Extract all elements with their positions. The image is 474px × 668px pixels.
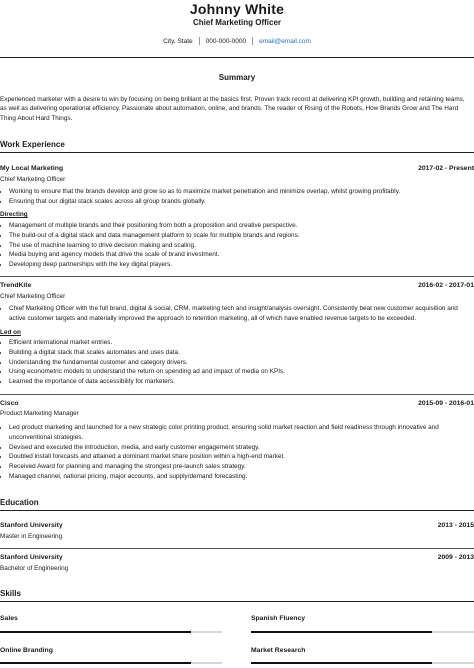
- job-role: Chief Marketing Officer: [0, 293, 66, 300]
- school-name: Stanford University: [0, 554, 63, 561]
- section-divider: [0, 152, 474, 153]
- skill-name: Sales: [0, 615, 18, 622]
- education-dates: 2009 - 2013: [437, 554, 474, 561]
- skill-level-fill: [251, 662, 432, 664]
- job-role: Product Marketing Manager: [0, 410, 79, 417]
- list-item: • Understanding the fundamental customer and category drivers.: [9, 358, 471, 368]
- job-role: Chief Marketing Officer: [0, 176, 66, 183]
- job-company: Cisco: [0, 400, 19, 407]
- job-dates: 2015-09 - 2016-01: [418, 400, 474, 407]
- list-item: • Media buying and agency models that drive the scale of brand investment.: [9, 250, 471, 260]
- education-dates: 2013 - 2015: [437, 522, 474, 529]
- job-subheading: Directing: [0, 211, 28, 218]
- location-text: City, State: [163, 37, 193, 45]
- job-subheading: Led on: [0, 329, 21, 336]
- header-divider: [0, 57, 474, 58]
- section-divider: [0, 601, 474, 602]
- phone-text: 000-000-0000: [205, 37, 247, 45]
- skill-level-bar: [0, 631, 222, 633]
- list-item: • Developing deep partnerships with the key digital players.: [9, 260, 471, 270]
- candidate-title: Chief Marketing Officer: [192, 18, 281, 27]
- skill-level-bar: [251, 631, 474, 633]
- education-heading: Education: [0, 498, 39, 507]
- list-item: • Learned the importance of data accessibility for marketers.: [9, 377, 471, 387]
- school-name: Stanford University: [0, 522, 63, 529]
- skill-level-bar: [0, 662, 222, 664]
- job-sub-bullets: [0, 221, 471, 270]
- contact-line: [0, 37, 474, 45]
- list-item: • Ensuring that our digital stack scales across all group brands globally.: [9, 197, 471, 207]
- list-item: • Management of multiple brands and their positioning from both a proposition and creative perspective.: [9, 221, 471, 231]
- list-item: • Working to ensure that the brands develop and grow so as to maximize market penetration and minimize overlap, whilst growing profitably.: [9, 187, 471, 197]
- list-item: • Efficient international market entries.: [9, 338, 471, 348]
- list-item: • The build-out of a digital stack and data management platform to scale for multiple brands and regions.: [9, 231, 471, 241]
- section-divider: [0, 510, 474, 511]
- degree-name: Bachelor of Engineering: [0, 565, 69, 572]
- list-item: • Using econometric models to understand the return on spending ad and impact of media on KPIs.: [9, 367, 471, 377]
- email-link[interactable]: email@email.com: [259, 37, 311, 45]
- job-dates: 2016-02 - 2017-01: [418, 282, 474, 289]
- work-experience-heading: Work Experience: [0, 140, 65, 149]
- summary-text: Experienced marketer with a desire to win by focusing on being brilliant at the basics first. Proven track record at delivering KPI growth, building and retaining teams, as well as delivering operational efficiency. Passionate about automation, online, and brands. The reader of Rising of the Robots, How Brands Grow and The Hard Thing About Hard Things.: [0, 96, 465, 122]
- summary-heading: Summary: [218, 73, 256, 82]
- job-dates: 2017-02 - Present: [418, 165, 474, 172]
- job-bullets: [0, 187, 471, 207]
- list-item: • Led product marketing and launched for a new strategic color printing product, ensuring solid market reaction and field readiness through innovative and unconventional strategies.: [9, 423, 471, 443]
- list-item: • Doubled install forecasts and attained a dominant market share position within a high-end market.: [9, 452, 471, 462]
- education-divider: [0, 548, 474, 549]
- skill-level-fill: [251, 631, 432, 633]
- job-company: My Local Marketing: [0, 165, 64, 172]
- job-divider: [0, 276, 474, 277]
- job-sub-bullets: [0, 338, 471, 387]
- list-item: • Building a digital stack that scales automates and uses data.: [9, 348, 471, 358]
- degree-name: Master in Engineering: [0, 533, 63, 540]
- skill-name: Online Branding: [0, 647, 53, 654]
- skills-heading: Skills: [0, 589, 21, 598]
- skill-level-bar: [251, 662, 474, 664]
- skill-level-fill: [0, 662, 191, 664]
- skill-name: Market Research: [251, 647, 306, 654]
- list-item: • Managed channel, national pricing, major accounts, and supply/demand forecasting.: [9, 472, 471, 482]
- job-company: TrendKite: [0, 282, 32, 289]
- skill-name: Spanish Fluency: [251, 615, 306, 622]
- candidate-name: Johnny White: [189, 1, 285, 17]
- list-item: • Devised and executed the introduction, media, and early customer engagement strategy.: [9, 443, 471, 453]
- skill-level-fill: [0, 631, 191, 633]
- list-item: • Received Award for planning and managing the strongest pre-launch sales strategy.: [9, 462, 471, 472]
- list-item: • Chief Marketing Officer with the full brand, digital & social, CRM, marketing tech and insight/analysis oversight. Consistently beat new customer acquisition and active customer targets and materially improved the approach to retention marketing, all of which have enabled revenue targets to be exceeded.: [9, 304, 471, 324]
- job-bullets: [0, 304, 471, 324]
- list-item: • The use of machine learning to drive decision making and scaling.: [9, 241, 471, 251]
- job-bullets: [0, 423, 471, 482]
- job-divider: [0, 394, 474, 395]
